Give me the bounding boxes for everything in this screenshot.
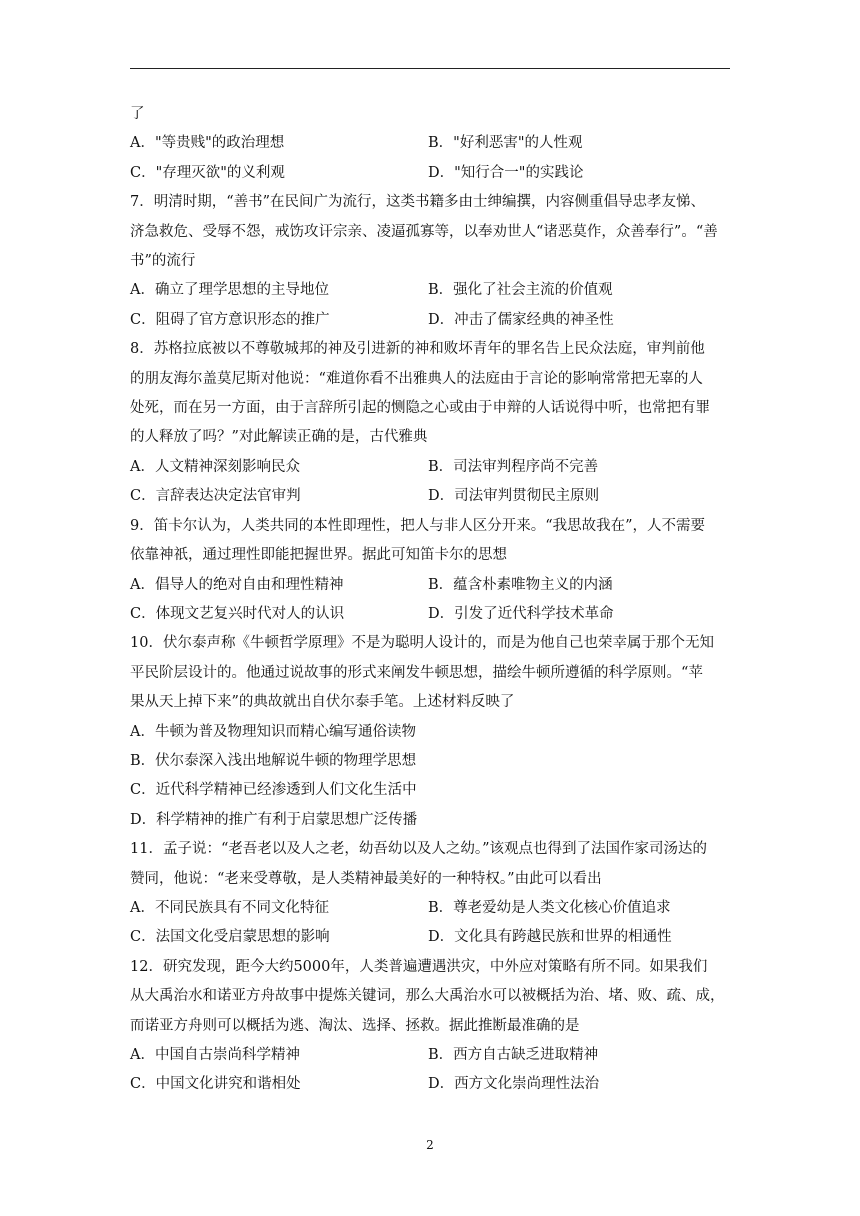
question-stem-line: 10．伏尔泰声称《牛顿哲学原理》不是为聪明人设计的，而是为他自己也荣幸属于那个无知	[130, 635, 714, 652]
question-stem-line: 从大禹治水和诺亚方舟故事中提炼关键词，那么大禹治水可以被概括为治、堵、败、疏、成，	[130, 988, 725, 1005]
option: C．言辞表达决定法官审判	[130, 488, 301, 505]
option: D．西方文化崇尚理性法治	[428, 1076, 600, 1093]
option: C．体现文艺复兴时代对人的认识	[130, 605, 345, 622]
option-row	[130, 453, 740, 482]
question-stem-line: 济急救危、受辱不怨，戒饬攻讦宗亲、凌逼孤寡等，以奉劝世人“诸恶莫作，众善奉行”。“善	[130, 223, 718, 240]
option: A．确立了理学思想的主导地位	[130, 282, 329, 299]
question-block	[130, 953, 740, 1100]
continued-text: 了	[130, 106, 145, 122]
question-stem-line: 果从天上掉下来”的典故就出自伏尔泰手笔。上述材料反映了	[130, 694, 515, 711]
question-stem-line: 的人释放了吗？”对此解读正确的是，古代雅典	[130, 429, 428, 446]
question-stem-line: 8．苏格拉底被以不尊敬城邦的神及引进新的神和败坏青年的罪名告上民众法庭，审判前他	[130, 341, 705, 358]
option: A．中国自古崇尚科学精神	[130, 1047, 300, 1063]
option: B．蕴含朴素唯物主义的内涵	[428, 576, 613, 593]
option: A．人文精神深刻影响民众	[130, 458, 300, 475]
option: D．科学精神的推广有利于启蒙思想广泛传播	[130, 811, 418, 828]
option-row	[130, 894, 740, 923]
option: B．尊老爱幼是人类文化核心价值追求	[428, 899, 671, 916]
option-c: C．"存理灭欲"的义利观	[130, 164, 285, 181]
option: D．引发了近代科学技术革命	[428, 605, 614, 622]
option: D．冲击了儒家经典的神圣性	[428, 311, 614, 328]
option: C．中国文化讲究和谐相处	[130, 1076, 301, 1093]
question-stem-line: 的朋友海尔盖莫尼斯对他说：“难道你看不出雅典人的法庭由于言论的影响常常把无辜的人	[130, 370, 703, 387]
option-row	[130, 923, 740, 952]
option-row	[130, 571, 740, 600]
option: D．司法审判贯彻民主原则	[428, 488, 600, 505]
option-row	[130, 129, 740, 158]
option: A．不同民族具有不同文化特征	[130, 899, 329, 916]
question-block	[130, 629, 740, 835]
option-d: D．"知行合一"的实践论	[428, 164, 584, 181]
option-row	[130, 306, 740, 335]
option-row	[130, 276, 740, 305]
page-number: 2	[426, 1138, 434, 1152]
option: B．伏尔泰深入浅出地解说牛顿的物理学思想	[130, 752, 417, 769]
question-stem-line: 书”的流行	[130, 253, 196, 270]
previous-options	[130, 129, 740, 188]
option-row	[130, 159, 740, 188]
option: B．强化了社会主流的价值观	[428, 282, 613, 299]
option: B．西方自古缺乏进取精神	[428, 1047, 599, 1063]
question-stem-line: 依靠神祇，通过理性即能把握世界。据此可知笛卡尔的思想	[130, 547, 507, 564]
question-list	[130, 188, 740, 1100]
question-stem-line: 9．笛卡尔认为，人类共同的本性即理性，把人与非人区分开来。“我思故我在”，人不需要	[130, 517, 706, 534]
option-row	[130, 1041, 740, 1070]
option-a: A．"等贵贱"的政治理想	[130, 135, 285, 152]
document-body	[130, 100, 740, 1100]
option: D．文化具有跨越民族和世界的相通性	[428, 929, 672, 946]
option: C．法国文化受启蒙思想的影响	[130, 929, 330, 946]
question-stem-line: 赞同，他说：“老来受尊敬，是人类精神最美好的一种特权。”由此可以看出	[130, 870, 602, 887]
question-block	[130, 335, 740, 511]
header-rule	[130, 68, 730, 69]
option: C．阻碍了官方意识形态的推广	[130, 311, 330, 328]
option: C．近代科学精神已经渗透到人们文化生活中	[130, 782, 417, 799]
option-row	[130, 482, 740, 511]
question-stem-line: 平民阶层设计的。他通过说故事的形式来阐发牛顿思想，描绘牛顿所遵循的科学原则。“苹	[130, 664, 703, 681]
question-stem-line: 11．孟子说：“老吾老以及人之老，幼吾幼以及人之幼。”该观点也得到了法国作家司汤达的	[130, 841, 708, 858]
option: B．司法审判程序尚不完善	[428, 458, 599, 475]
question-block	[130, 835, 740, 953]
question-block	[130, 188, 740, 335]
option-row	[130, 600, 740, 629]
option: A．牛顿为普及物理知识而精心编写通俗读物	[130, 723, 416, 740]
question-stem-line: 处死，而在另一方面，由于言辞所引起的恻隐之心或由于申辩的人话说得中听，也常把有罪	[130, 400, 710, 417]
option-b: B．"好利恶害"的人性观	[428, 135, 583, 152]
question-stem-line: 12．研究发现，距今大约5000年，人类普遍遭遇洪灾，中外应对策略有所不同。如果我们	[130, 958, 708, 975]
option-row	[130, 1070, 740, 1099]
question-block	[130, 512, 740, 630]
option: A．倡导人的绝对自由和理性精神	[130, 576, 344, 593]
question-stem-line: 而诺亚方舟则可以概括为逃、淘汰、选择、拯救。据此推断最准确的是	[130, 1017, 580, 1034]
question-stem-line: 7．明清时期，“善书”在民间广为流行，这类书籍多由士绅编撰，内容侧重倡导忠孝友悌、	[130, 194, 706, 211]
